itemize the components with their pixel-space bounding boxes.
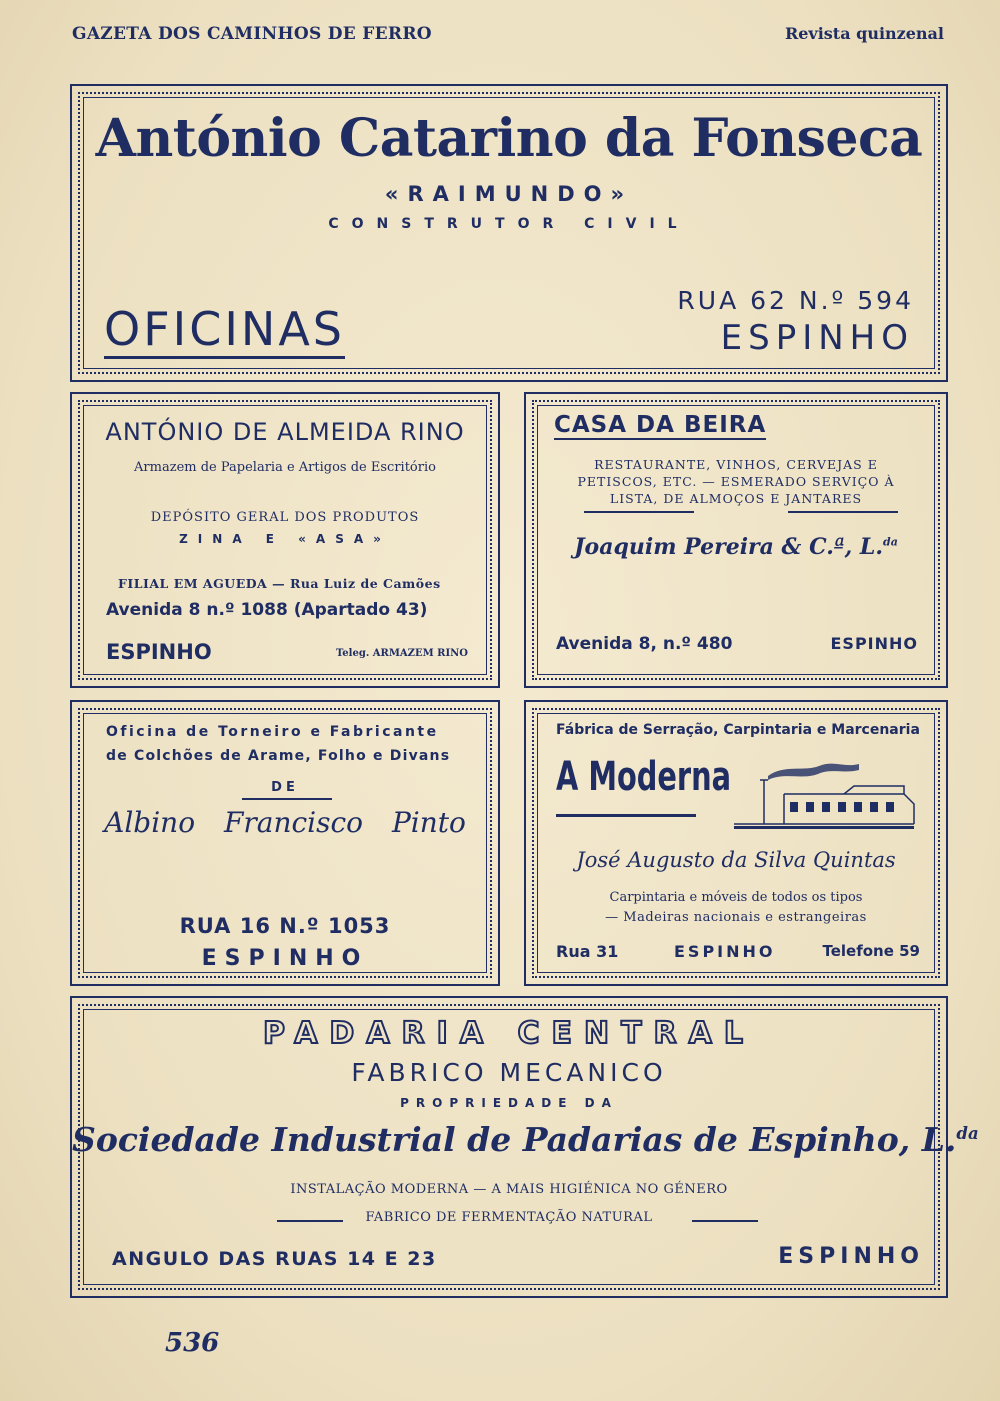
- ad-rino-deposit: DEPÓSITO GERAL DOS PRODUTOS: [150, 510, 420, 525]
- page-number: 536: [165, 1328, 220, 1358]
- ad-rino-city: ESPINHO: [106, 640, 212, 664]
- ad-padaria-city: ESPINHO: [778, 1244, 924, 1269]
- ad-albino-line1: Oficina de Torneiro e Fabricante: [106, 724, 439, 740]
- ad-rino-telegraph: Teleg. ARMAZEM RINO: [336, 648, 468, 659]
- ad-rino-description: Armazem de Papelaria e Artigos de Escritório: [134, 460, 436, 475]
- ad-casa-da-beira: [524, 392, 948, 688]
- ad-fonseca-name: António Catarino da Fonseca: [95, 108, 923, 169]
- ad-albino-address: RUA 16 N.º 1053: [179, 914, 391, 938]
- ad-albino-name: Albino Francisco Pinto: [104, 806, 466, 839]
- ad-moderna-brand: A Moderna: [556, 754, 732, 800]
- ad-fonseca-oficinas: OFICINAS: [104, 302, 345, 359]
- ad-rino-products: ZINA E «ASA»: [179, 532, 391, 546]
- ad-moderna-desc2: — Madeiras nacionais e estrangeiras: [605, 910, 867, 925]
- ad-albino-line2: de Colchões de Arame, Folho e Divans: [106, 748, 451, 764]
- ad-beira-address: Avenida 8, n.º 480: [556, 634, 733, 654]
- ad-padaria-address: ANGULO DAS RUAS 14 E 23: [112, 1248, 437, 1270]
- ad-beira-city: ESPINHO: [830, 634, 918, 653]
- ad-beira-name: CASA DA BEIRA: [554, 412, 767, 438]
- ad-fonseca-profession: CONSTRUTOR CIVIL: [328, 216, 690, 232]
- ad-beira-owner: Joaquim Pereira & C.ª, L.$^{da}$: [574, 534, 898, 560]
- ad-moderna-city: ESPINHO: [674, 942, 776, 961]
- ad-fonseca-city: ESPINHO: [720, 318, 914, 358]
- ad-padaria-fabrico: FABRICO MECANICO: [351, 1058, 667, 1087]
- brand-underline: [556, 814, 696, 817]
- ad-rino-address: Avenida 8 n.º 1088 (Apartado 43): [106, 600, 428, 620]
- divider-left: [584, 511, 694, 513]
- ad-padaria-society: Sociedade Industrial de Padarias de Espinho, L.$^{da}$: [72, 1120, 979, 1159]
- ad-fonseca-address: RUA 62 N.º 594: [677, 286, 914, 315]
- ad-padaria-installation: INSTALAÇÃO MODERNA — A MAIS HIGIÉNICA NO GÉNERO: [290, 1182, 728, 1197]
- ad-padaria-central: [70, 996, 979, 1298]
- ad-moderna-address: Rua 31: [556, 942, 619, 961]
- ad-fonseca: [70, 84, 948, 382]
- ad-rino-branch: FILIAL EM AGUEDA — Rua Luiz de Camões: [118, 576, 441, 591]
- ad-fonseca-nickname: «RAIMUNDO»: [384, 182, 634, 206]
- divider-right: [788, 511, 898, 513]
- divider-right: [692, 1220, 758, 1222]
- ad-padaria-propriedade: PROPRIEDADE DA: [400, 1096, 618, 1110]
- factory-illustration: [724, 754, 924, 834]
- ad-a-moderna: [524, 700, 948, 986]
- ad-rino: [70, 392, 500, 688]
- ad-rino-name: ANTÓNIO DE ALMEIDA RINO: [105, 418, 465, 446]
- ad-albino: [70, 700, 500, 986]
- journal-title: GAZETA DOS CAMINHOS DE FERRO: [72, 24, 432, 44]
- ad-moderna-desc1: Carpintaria e móveis de todos os tipos: [609, 890, 863, 905]
- ad-moderna-phone: Telefone 59: [822, 942, 920, 960]
- ad-albino-de: DE: [271, 780, 299, 795]
- ad-beira-description: RESTAURANTE, VINHOS, CERVEJAS E PETISCOS, ETC. — ESMERADO SERVIÇO À LISTA, DE ALMOÇOS E JANTARES: [577, 457, 895, 506]
- ad-albino-city: ESPINHO: [201, 946, 369, 971]
- journal-subtitle: Revista quinzenal: [784, 24, 944, 43]
- ad-moderna-owner: José Augusto da Silva Quintas: [576, 848, 896, 872]
- ad-moderna-heading: Fábrica de Serração, Carpintaria e Marcenaria: [556, 722, 920, 738]
- ad-padaria-fermentation: FABRICO DE FERMENTAÇÃO NATURAL: [365, 1210, 653, 1225]
- de-underline: [242, 798, 332, 800]
- ad-padaria-name: PADARIA CENTRAL: [262, 1016, 755, 1051]
